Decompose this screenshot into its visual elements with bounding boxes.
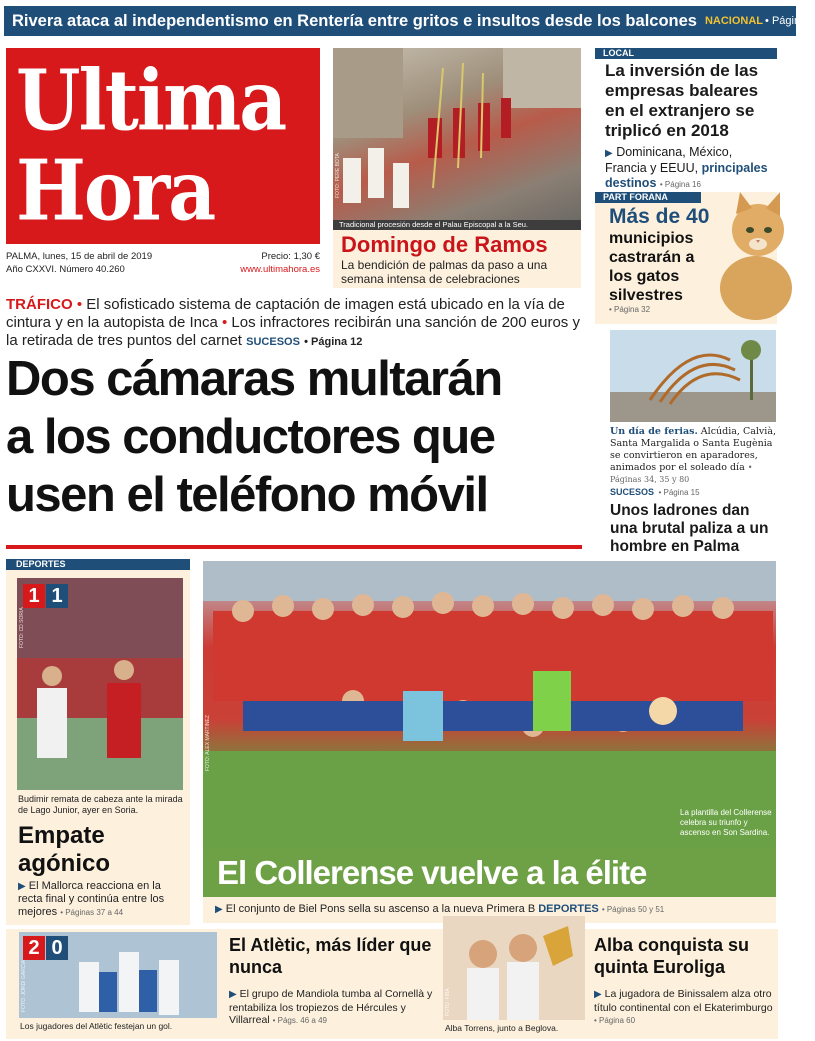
collerense-summary: El conjunto de Biel Pons sella su ascenso a la nueva Primera B bbox=[225, 903, 536, 915]
right-sucesos-headline[interactable]: Unos ladrones dan una brutal paliza a un hombre en Palma bbox=[610, 502, 769, 555]
headline-divider bbox=[6, 545, 582, 549]
right-local-summary-bold: principales destinos bbox=[605, 161, 768, 190]
center-photo-credit: FOTO: PERE BOTA bbox=[335, 153, 341, 198]
issue-date: PALMA, lunes, 15 de abril de 2019 bbox=[6, 251, 153, 262]
center-story[interactable] bbox=[333, 220, 581, 288]
atletic-headline[interactable]: El Atlètic, más líder que nunca bbox=[229, 935, 432, 977]
collerense-headline[interactable]: El Collerense vuelve a la élite bbox=[217, 854, 647, 891]
newspaper-logo[interactable] bbox=[6, 48, 320, 244]
right-local-headline[interactable]: La inversión de las empresas baleares en el extranjero se triplicó en 2018 bbox=[605, 61, 759, 140]
main-headline-line1[interactable]: Dos cámaras multarán bbox=[6, 352, 502, 406]
euroliga-summary: La jugadora de Binissalem alza otro título continental con el Ekaterimburgo bbox=[594, 988, 773, 1014]
issue-price: Precio: 1,30 € bbox=[261, 251, 320, 262]
deportes-headline[interactable]: Empate agónico bbox=[18, 822, 111, 877]
arrow-icon: ▶ bbox=[215, 904, 223, 915]
arrow-icon: ▶ bbox=[229, 989, 237, 1000]
atletic-summary-block bbox=[229, 988, 439, 1028]
right-ferias-story[interactable] bbox=[610, 426, 780, 486]
arrow-icon: ▶ bbox=[594, 989, 602, 1000]
top-banner[interactable] bbox=[4, 6, 815, 36]
euroliga-page: • Página 60 bbox=[594, 1016, 636, 1025]
right-ferias-lead[interactable]: Un día de ferias. bbox=[610, 426, 698, 437]
issue-number: Año CXXVI. Número 40.260 bbox=[6, 264, 125, 275]
main-kicker bbox=[6, 296, 586, 351]
kicker-text1: El sofisticado sistema de captación de imagen está ubicado en la vía de cintura y en la autopista de Inca bbox=[6, 296, 565, 331]
football-illustration bbox=[17, 578, 183, 790]
main-headline-line3[interactable]: usen el teléfono móvil bbox=[6, 468, 488, 522]
center-headline[interactable]: Domingo de Ramos bbox=[341, 232, 548, 257]
euroliga-photo bbox=[443, 916, 585, 1020]
bullet-icon: • bbox=[221, 314, 228, 331]
collerense-headline-bar[interactable] bbox=[203, 849, 776, 897]
team-illustration bbox=[203, 561, 776, 849]
right-local-page: • Página 16 bbox=[659, 180, 701, 189]
collerense-section: DEPORTES bbox=[538, 903, 599, 915]
atletic-summary: El grupo de Mandiola tumba al Cornellà y rentabiliza los tropiezos de Hércules y Villarreal bbox=[229, 988, 433, 1026]
collerense-team-photo bbox=[203, 561, 776, 849]
euroliga-illustration bbox=[443, 916, 585, 1020]
top-banner-page: • Página 6 bbox=[765, 15, 815, 27]
top-banner-headline[interactable]: Rivera ataca al independentismo en Rentería entre gritos e insultos desde los balcones bbox=[12, 11, 697, 30]
atletic-photo bbox=[19, 932, 217, 1018]
euroliga-photo-credit: FOTO: FIBA bbox=[445, 988, 451, 1016]
collerense-photo-caption: La plantilla del Collerense celebra su triunfo y ascenso en Son Sardina. bbox=[680, 808, 772, 837]
deportes-photo-credit: FOTO: CD SORIA bbox=[19, 607, 25, 648]
right-sucesos-story[interactable] bbox=[610, 482, 780, 556]
atletic-score-home: 2 bbox=[23, 936, 45, 960]
atletic-page: • Págs. 46 a 49 bbox=[272, 1016, 327, 1025]
masthead-meta bbox=[6, 250, 320, 276]
atletic-caption: Los jugadores del Atlètic festejan un gol. bbox=[20, 1021, 173, 1031]
procession-photo bbox=[333, 48, 581, 220]
right-forana-headline-big[interactable]: Más de 40 bbox=[609, 205, 710, 228]
website-link[interactable]: www.ultimahora.es bbox=[240, 264, 320, 275]
right-sucesos-page: • Página 15 bbox=[658, 488, 700, 497]
kicker-section: TRÁFICO bbox=[6, 296, 73, 313]
bullet-icon: • bbox=[76, 296, 83, 313]
right-sucesos-tag: SUCESOS bbox=[610, 487, 655, 497]
top-banner-section: NACIONAL bbox=[704, 15, 764, 27]
right-ferias-page: • Páginas 34, 35 y 80 bbox=[610, 463, 753, 484]
center-summary: La bendición de palmas da paso a una semana intensa de celebraciones bbox=[341, 258, 548, 286]
deportes-summary: El Mallorca reacciona en la recta final y continúa entre los mejores bbox=[18, 880, 165, 918]
deportes-caption: Budimir remata de cabeza ante la mirada de Lago Junior, ayer en Soria. bbox=[18, 794, 183, 815]
right-forana-tag: PART FORANA bbox=[595, 192, 701, 203]
arrow-icon: ▶ bbox=[605, 148, 613, 159]
atletic-photo-credit: FOTO: JORDI GARCIA bbox=[21, 959, 27, 1012]
deportes-summary-block bbox=[18, 880, 188, 919]
euroliga-summary-block bbox=[594, 988, 778, 1028]
deportes-score-home: 1 bbox=[23, 584, 45, 608]
logo-line2: Hora bbox=[16, 143, 215, 240]
mallorca-photo bbox=[17, 578, 183, 790]
kicker-text2: Los infractores recibirán una sanción de 200 euros y la retirada de tres puntos del carnet bbox=[6, 314, 580, 349]
arrow-icon: ▶ bbox=[18, 881, 26, 892]
kicker-page: • Página 12 bbox=[304, 336, 363, 348]
logo-line1: Ultima bbox=[16, 53, 286, 150]
kicker-ref: SUCESOS bbox=[246, 336, 300, 348]
euroliga-headline[interactable]: Alba conquista su quinta Euroliga bbox=[594, 935, 750, 977]
atletic-score-away: 0 bbox=[46, 936, 68, 960]
fair-photo bbox=[610, 330, 776, 422]
collerense-page: • Páginas 50 y 51 bbox=[601, 905, 665, 914]
center-photo-caption: Tradicional procesión desde el Palau Episcopal a la Seu. bbox=[333, 220, 581, 230]
deportes-tag: DEPORTES bbox=[6, 559, 190, 570]
right-ferias-text: Alcúdia, Calvià, Santa Margalida o Santa Eugènia se convirtieron en aparadores, animados por el soleado día bbox=[610, 426, 777, 473]
right-local-story[interactable] bbox=[595, 48, 777, 192]
main-headline[interactable] bbox=[6, 350, 590, 524]
procession-illustration bbox=[333, 48, 581, 220]
right-local-tag: LOCAL bbox=[595, 48, 777, 59]
main-headline-line2[interactable]: a los conductores que bbox=[6, 410, 495, 464]
right-forana-headline-rest[interactable]: municipios castrarán a los gatos silvestres bbox=[609, 230, 695, 304]
big-photo-credit: FOTO: ALEX MARTINEZ bbox=[205, 715, 211, 771]
deportes-score-away: 1 bbox=[46, 584, 68, 608]
right-forana-page: • Página 32 bbox=[609, 305, 651, 314]
deportes-page: • Páginas 37 a 44 bbox=[60, 908, 124, 917]
euroliga-caption: Alba Torrens, junto a Beglova. bbox=[445, 1023, 559, 1033]
right-local-summary: Dominicana, México, Francia y EEUU, bbox=[605, 145, 733, 175]
cat-photo bbox=[700, 188, 796, 322]
